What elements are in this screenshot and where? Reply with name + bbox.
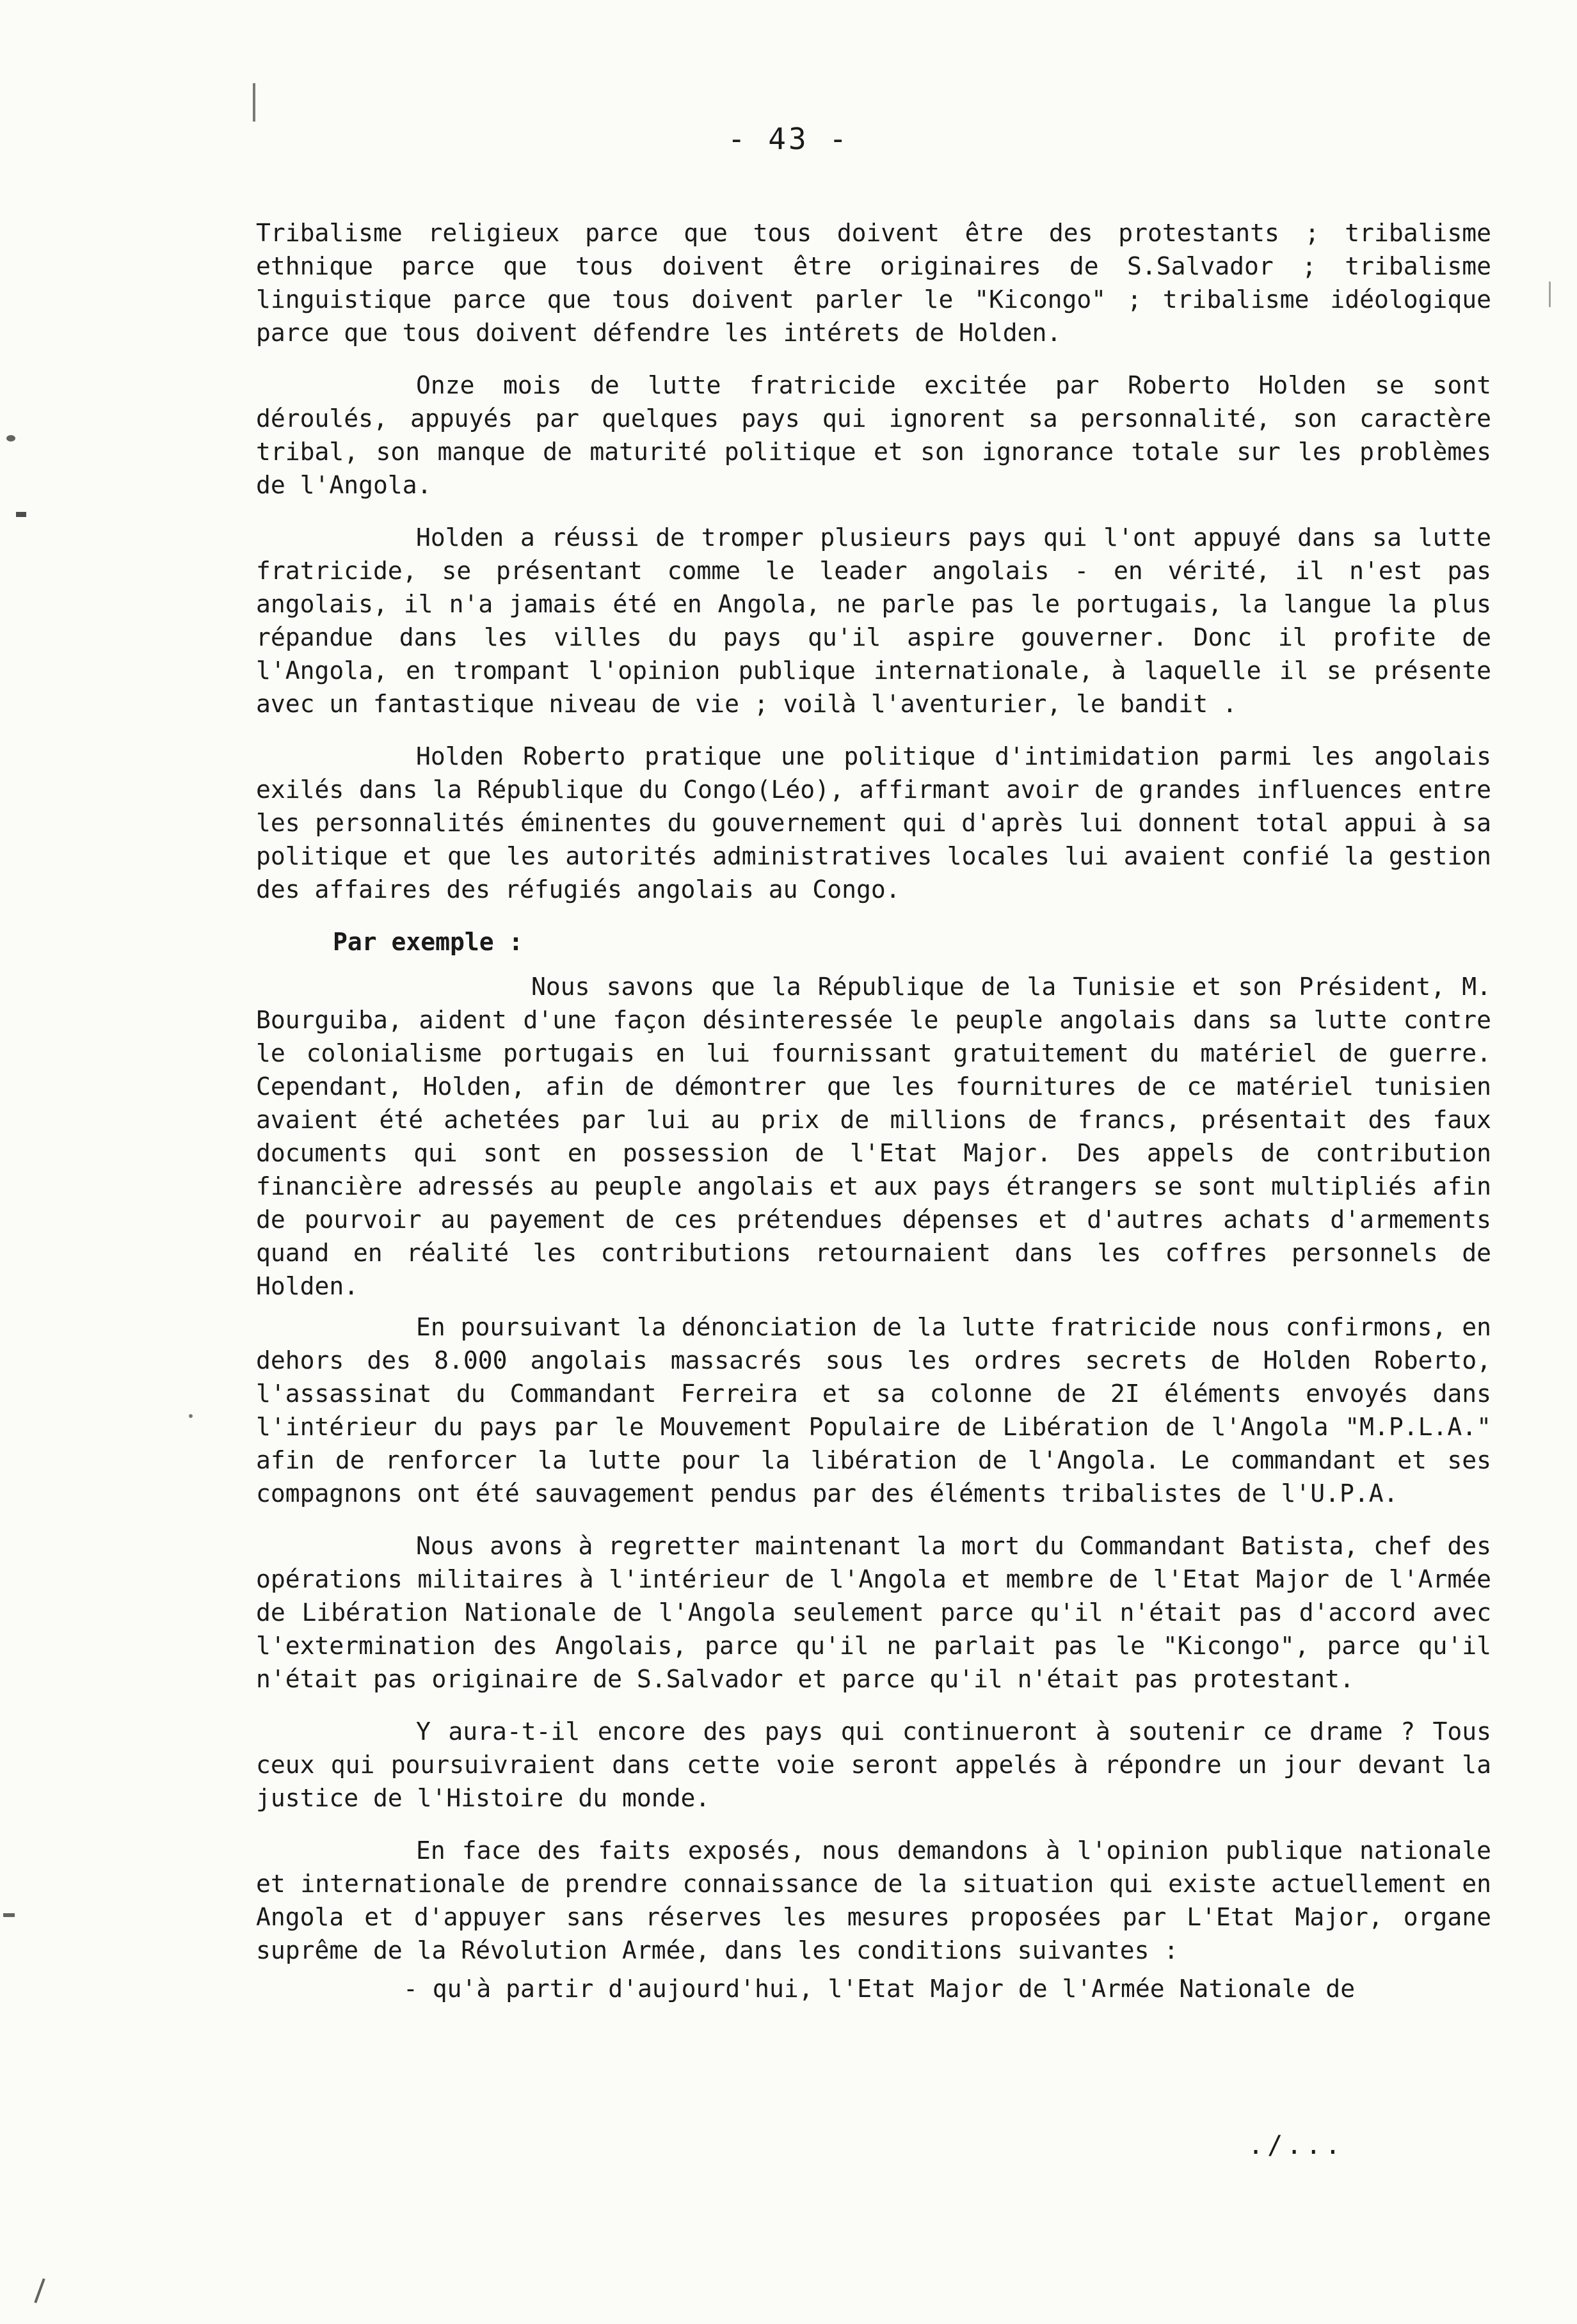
continuation-mark: ./...	[1248, 2131, 1345, 2160]
paragraph-tunisia: Nous savons que la République de la Tunisie et son Président, M. Bourguiba, aident d'une façon désinteressée le peuple angolais dans sa lutte contre le colonialisme portugais en lui fournissant gratuitement du matériel de guerre. Cependant, Holden, afin de démontrer que les fournitures de ce matériel tunisien avaient été achetées par lui au prix de millions de francs, présentait des faux documents qui sont en possession de l'Etat Major. Des appels de contribution financière adressés au peuple angolais et aux pays étrangers se sont multipliés afin de pourvoir au payement de ces prétendues dépenses et d'autres achats d'armements quand en réalité les contributions retournaient dans les coffres personnels de Holden.	[256, 973, 1491, 1300]
paragraph-batista: Nous avons à regretter maintenant la mort du Commandant Batista, chef des opérations militaires à l'intérieur de l'Angola et membre de l'Etat Major de l'Armée de Libération Nationale de l'Angola seulement parce qu'il n'était pas d'accord avec l'extermination des Angolais, parce qu'il ne parlait pas le "Kicongo", parce qu'il n'était pas originaire de S.Salvador et parce qu'il n'était pas protestant.	[256, 1532, 1491, 1693]
paragraph-eleven-months: Onze mois de lutte fratricide excitée par Roberto Holden se sont déroulés, appuyés par quelques pays qui ignorent sa personnalité, son caractère tribal, son manque de maturité politique et son ignorance totale sur les problèmes de l'Angola.	[256, 371, 1491, 499]
paragraph-holden-deception: Holden a réussi de tromper plusieurs pays qui l'ont appuyé dans sa lutte fratricide, se présentant comme le leader angolais - en vérité, il n'est pas angolais, il n'a jamais été en Angola, ne parle pas le portugais, la langue la plus répandue dans les villes du pays qu'il aspire gouverner. Donc il profite de l'Angola, en trompant l'opinion publique internationale, à laquelle il se présente avec un fantastique niveau de vie ; voilà l'aventurier, le bandit .	[256, 523, 1491, 718]
scan-artifact	[1549, 282, 1551, 307]
paragraph-ferreira: En poursuivant la dénonciation de la lutte fratricide nous confirmons, en dehors des 8.000 angolais massacrés sous les ordres secrets de Holden Roberto, l'assassinat du Commandant Ferreira et sa colonne de 2I éléments envoyés dans l'intérieur du pays par le Mouvement Populaire de Libération de l'Angola "M.P.L.A." afin de renforcer la lutte pour la libération de l'Angola. Le commandant et ses compagnons ont été sauvagement pendus par des éléments tribalistes de l'U.P.A.	[256, 1313, 1491, 1508]
paragraph-question: Y aura-t-il encore des pays qui continueront à soutenir ce drame ? Tous ceux qui poursuivraient dans cette voie seront appelés à répondre un jour devant la justice de l'Histoire du monde.	[256, 1717, 1491, 1812]
scan-artifact	[6, 435, 15, 442]
scan-artifact	[16, 512, 26, 517]
scan-artifact	[34, 2279, 45, 2304]
scan-artifact	[3, 1913, 15, 1917]
paragraph-demands: En face des faits exposés, nous demandons à l'opinion publique nationale et internationale de prendre connaissance de la situation qui existe actuellement en Angola et d'appuyer sans réserves les mesures proposées par L'Etat Major, organe suprême de la Révolution Armée, dans les conditions suivantes :	[256, 1836, 1491, 1964]
list-item-first-condition: - qu'à partir d'aujourd'hui, l'Etat Major de l'Armée Nationale de	[403, 1975, 1356, 2003]
document-body	[256, 216, 1491, 2005]
label-par-exemple: Par exemple :	[333, 928, 524, 956]
scan-artifact	[189, 1414, 193, 1418]
paragraph-intimidation: Holden Roberto pratique une politique d'intimidation parmi les angolais exilés dans la République du Congo(Léo), affirmant avoir de grandes influences entre les personnalités éminentes du gouvernement qui d'après lui donnent total appui à sa politique et que les autorités administratives locales lui avaient confié la gestion des affaires des réfugiés angolais au Congo.	[256, 742, 1491, 903]
paragraph-tribalism: Tribalisme religieux parce que tous doivent être des protestants ; tribalisme ethnique parce que tous doivent être originaires de S.Salvador ; tribalisme linguistique parce que tous doivent parler le "Kicongo" ; tribalisme idéologique parce que tous doivent défendre les intérets de Holden.	[256, 219, 1491, 347]
page-number: - 43 -	[727, 122, 850, 156]
scan-artifact	[253, 83, 255, 122]
